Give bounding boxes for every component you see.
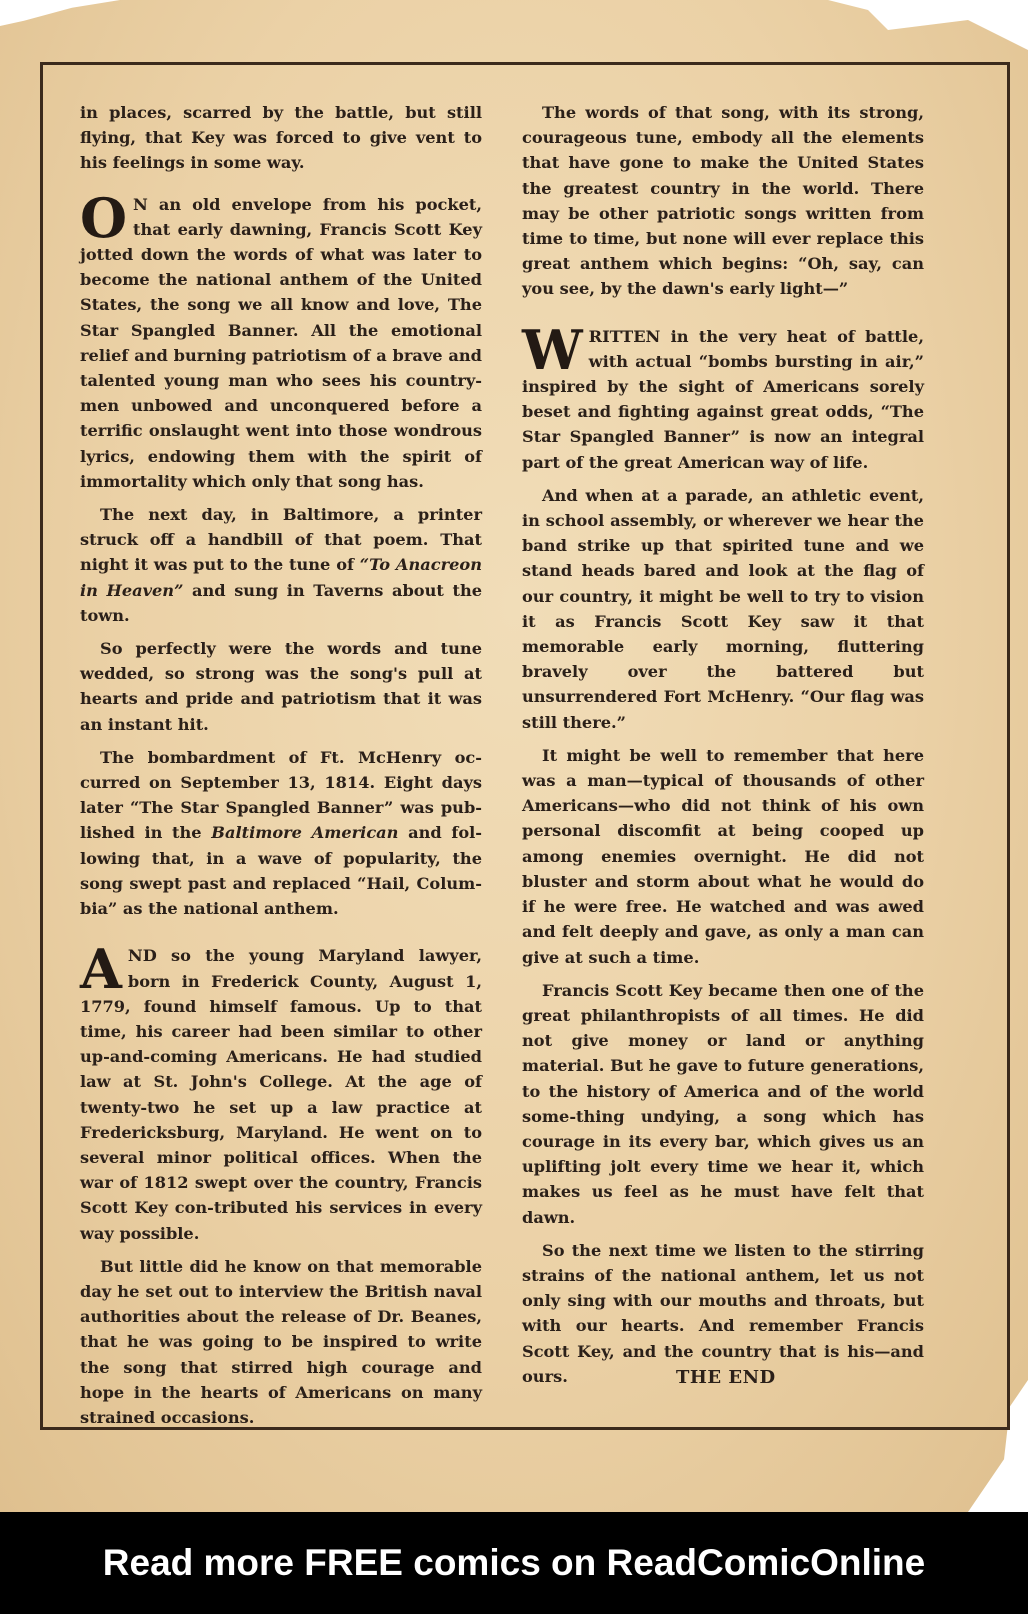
paragraph: AND so the young Maryland lawyer, born in Frederick County, August 1, 1779, found himself famous. Up to that time, his career had been similar to other up-and-coming Americans. He had studied law at St. John's College. At the age of twenty-two he set up a law practice at Fredericksburg, Maryland. He went on to several minor political offices. When the war of 1812 swept over the country, Francis Scott Key con-tributed his services in every way possible. bbox=[80, 937, 482, 1243]
paragraph: And when at a parade, an athletic event, in school assembly, or wherever we hear the band strike up that spirited tune and we stand heads bared and look at the flag of our country, it might be well to try to vision it as Francis Scott Key saw it that memorable early morning, fluttering bravely over the battered but unsurrendered Fort McHenry. “Our flag was still there.” bbox=[522, 485, 924, 732]
promo-banner-text[interactable]: Read more FREE comics on ReadComicOnline bbox=[102, 1542, 926, 1583]
paragraph: So the next time we listen to the stirring strains of the national anthem, let us not only sing with our mouths and throats, but with our hearts. And remember Francis Scott Key, and the country that is his—and ours. bbox=[522, 1240, 924, 1386]
torn-corner bbox=[0, 0, 120, 26]
drop-cap: A bbox=[80, 937, 122, 1002]
paragraph: So perfectly were the words and tune wedded, so strong was the song's pull at hearts and pride and patriotism that it was an instant hit. bbox=[80, 639, 482, 734]
right-column bbox=[522, 100, 924, 1397]
paragraph: But little did he know on that memorable day he set out to interview the British naval authorities about the release of Dr. Beanes, that he was going to be inspired to write the song that stirred high courage and hope in the hearts of Americans on many strained occasions. bbox=[80, 1256, 482, 1427]
paragraph: O N an old envelope from his pocket, that early dawning, Francis Scott Key jotted down the words of what was later to become the national anthem of the United States, the song we all know and love, The Star Spangled Banner. All the emotional relief and burning patriotism of a brave and talented young man who sees his country-men unbowed and unconquered before a terrific onslaught went into those wondrous lyrics, endowing them with the spirit of immortality which only that song has. bbox=[80, 185, 482, 491]
torn-corner bbox=[828, 0, 1028, 50]
paragraph: The next day, in Baltimore, a printer struck off a handbill of that poem. That night it was put to the tune of “To Anacreon in Heaven” and sung in Taverns about the town. bbox=[80, 505, 483, 625]
paragraph: Francis Scott Key became then one of the great philanthropists of all times. He did not give money or land or anything material. But he gave to future generations, to the history of America and of the world some-thing undying, a song which has courage in its every bar, which gives us an uplifting jolt every time we hear it, which makes us feel as he must have felt that dawn. bbox=[522, 980, 924, 1227]
paragraph: in places, scarred by the battle, but still flying, that Key was forced to give vent to his feelings in some way. bbox=[80, 103, 482, 173]
drop-cap: W bbox=[522, 317, 583, 382]
drop-cap: O bbox=[80, 185, 128, 250]
promo-banner[interactable] bbox=[0, 1512, 1028, 1614]
paragraph: It might be well to remember that here was a man—typical of thousands of other Americans—who did not think of his own personal discomfit at being cooped up among enemies overnight. He did not bluster and storm about what he would do if he were free. He watched and was awed and felt deeply and gave, as only a man can give at such a time. bbox=[522, 745, 924, 967]
the-end-label: THE END bbox=[676, 1367, 776, 1388]
paragraph: WRITTEN in the very heat of battle, with actual “bombs bursting in air,” inspired by the sight of Americans sorely beset and fighting against great odds, “The Star Spangled Banner” is now an integral part of the great American way of life. bbox=[522, 317, 924, 472]
paragraph: The words of that song, with its strong, courageous tune, embody all the elements that have gone to make the United States the greatest country in the world. There may be other patriotic songs written from time to time, but none will ever replace this great anthem which begins: “Oh, say, can you see, by the dawn's early light—” bbox=[522, 103, 924, 299]
paragraph: The bombardment of Ft. McHenry oc-curred on September 13, 1814. Eight days later “The Star Spangled Banner” was pub-lished in the Baltimore American and fol-lowing that, in a wave of popularity, the song swept past and replaced “Hail, Colum-bia” as the national anthem. bbox=[80, 747, 482, 919]
left-column bbox=[80, 100, 482, 1438]
